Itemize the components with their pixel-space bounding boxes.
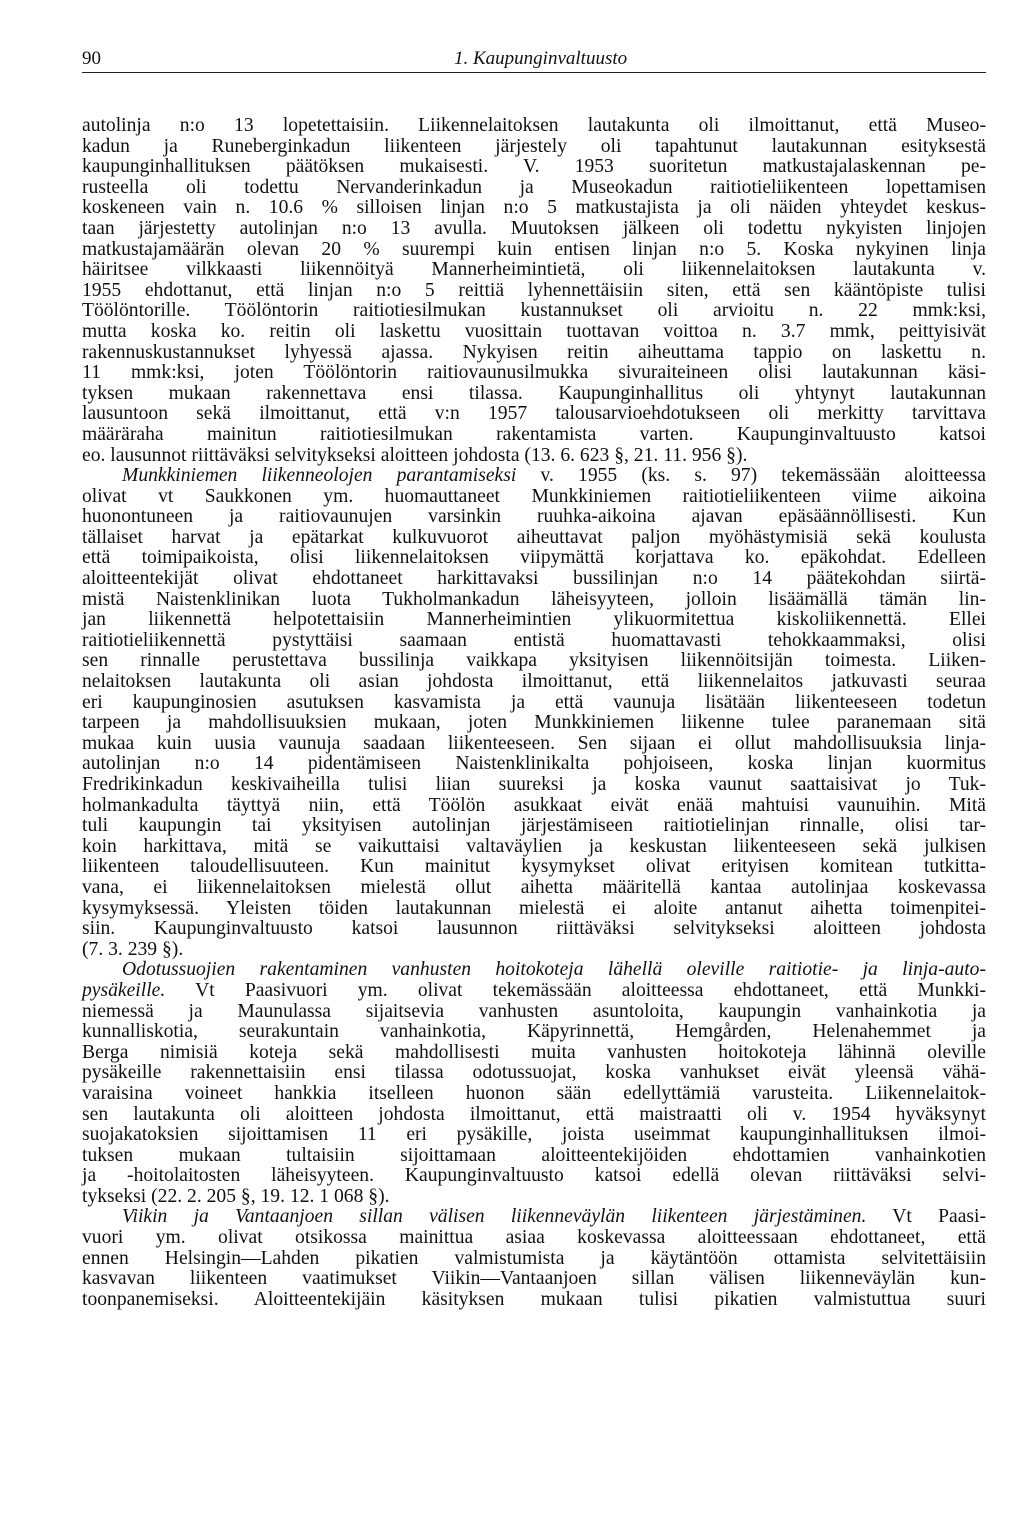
text-line [82,240,986,261]
line-text: ennen Helsingin—Lahden pikatien valmistumista ja käytäntöön ottamista selvitettäisiin [82,1247,986,1269]
text-line [82,507,986,528]
text-line [82,1207,986,1228]
page-header [82,44,986,73]
text-line [82,384,986,405]
line-text: Vt Paasi- [866,1206,986,1228]
line-text: tarpeen ja mahdollisuuksien mukaan, joten Munkkiniemen liikenne tulee paranemaan sitä [82,712,986,734]
line-text: nelaitoksen lautakunta oli asian johdosta ilmoittanut, että liikennelaitos jatkuvasti seuraa [82,671,986,693]
line-text: holmankadulta täyttyä niin, että Töölön asukkaat eivät enää mahtuisi vaunuihin. Mitä [82,794,986,816]
text-line [82,1063,986,1084]
line-text: kadun ja Runeberginkadun liikenteen järjestely oli tapahtunut lautakunnan esityksestä [82,135,986,157]
text-line [82,1249,986,1270]
line-text: että toimipaikoista, olisi liikennelaitoksen viipymättä korjattava ko. epäkohdat. Edelleen [82,547,986,569]
line-text: autolinja n:o 13 lopetettaisiin. Liikennelaitoksen lautakunta oli ilmoittanut, että Museo- [82,115,986,136]
line-text: tyksen mukaan rakennettava ensi tilassa. Kaupunginhallitus oli yhtynyt lautakunnan [82,382,986,404]
text-line [82,1269,986,1290]
line-text: suojakatoksien sijoittamisen 11 eri pysäkille, joista useimmat kaupunginhallituksen ilmoi- [82,1124,986,1146]
text-line [82,1105,986,1126]
line-text: määräraha mainitun raitiotiesilmukan rakentamista varten. Kaupunginvaltuusto katsoi [82,423,986,445]
line-text: mukaa kuin uusia vaunuja saadaan liikenteeseen. Sen sijaan ei ollut mahdollisuuksia linja- [82,732,986,754]
line-text: kaupunginhallituksen päätöksen mukaisesti. V. 1953 suoritetun matkustajalaskennan pe- [82,156,986,178]
line-text: huonontuneen ja raitiovaunujen varsinkin ruuhka-aikoina ajavan epäsäännöllisesti. Kun [82,506,986,528]
line-text: vana, ei liikennelaitoksen mielestä ollut aihetta määritellä kantaa autolinjaa koskevassa [82,876,986,898]
text-line [82,1084,986,1105]
text-line [82,1002,986,1023]
line-text: eri kaupunginosien asutuksen kasvamista ja että vaunuja lisätään liikenteeseen todetun [82,691,986,713]
text-line [82,343,986,364]
line-text: kunnalliskotia, seurakuntain vanhainkotia, Käpyrinnettä, Hemgården, Helenahemmet ja [82,1021,986,1043]
line-text: taan järjestetty autolinjan n:o 13 avulla. Muutoksen jälkeen oli todettu nykyisten linjojen [82,217,986,239]
text-line [82,487,986,508]
line-text: tykseksi (22. 2. 205 §, 19. 12. 1 068 §). [82,1185,390,1207]
line-text: Vt Paasivuori ym. olivat tekemässään aloitteessa ehdottaneet, että Munkki- [165,979,986,1001]
text-line [82,878,986,899]
text-line [82,857,986,878]
text-line [82,940,986,961]
text-line [82,137,986,158]
line-text: rakennuskustannukset lyhyessä ajassa. Nykyisen reitin aiheuttama tappio on laskettu n. [82,341,986,363]
line-text: v. 1955 (ks. s. 97) tekemässään aloitteessa [516,465,986,487]
text-line [82,322,986,343]
text-line [82,548,986,569]
line-text: mutta koska ko. reitin oli laskettu vuosittain tuottavan voittoa n. 3.7 mmk, peittyisivät [82,320,986,342]
text-line [82,198,986,219]
text-line [82,404,986,425]
line-text: raitiotieliikennettä pystyttäisi saamaan entistä huomattavasti tehokkaammaksi, olisi [82,629,986,651]
line-text: olivat vt Saukkonen ym. huomauttaneet Munkkiniemen raitiotieliikenteen viime aikoina [82,485,986,507]
text-line [82,569,986,590]
text-line [82,713,986,734]
text-line [82,651,986,672]
text-line [82,157,986,178]
line-text: mistä Naistenklinikan luota Tukholmankadun läheisyyteen, jolloin lisäämällä tämän lin- [82,588,986,610]
line-text: niemessä ja Maunulassa sijaitsevia vanhusten asuntoloita, kaupungin vanhainkotia ja [82,1000,986,1022]
section-heading: Odotussuojien rakentaminen vanhusten hoitokoteja lähellä oleville raitiotie- ja linja-auto- [122,959,986,981]
line-text: kysymyksessä. Yleisten töiden lautakunnan mielestä ei aloite antanut aihetta toimenpitei- [82,897,986,919]
text-line [82,899,986,920]
text-line [82,796,986,817]
text-line [82,734,986,755]
line-text: Töölöntorille. Töölöntorin raitiotiesilmukan kustannukset oli arvioitu n. 22 mmk:ksi, [82,300,986,322]
line-text: koin harkittava, mitä se vaikuttaisi valtaväylien ja keskustan liikenteeseen sekä julkisen [82,835,986,857]
text-line [82,960,986,981]
text-line [82,1228,986,1249]
text-line [82,1043,986,1064]
line-text: rusteella oli todettu Nervanderinkadun ja Museokadun raitiotieliikenteen lopettamisen [82,176,986,198]
line-text: varaisina voineet hankkia itselleen huonon sään edellyttämiä varusteita. Liikennelaitok- [82,1082,986,1104]
text-line [82,919,986,940]
line-text: sen rinnalle perustettava bussilinja vaikkapa yksityisen liikennöitsijän toimesta. Liiken- [82,650,986,672]
text-line [82,981,986,1002]
text-line [82,590,986,611]
line-text: autolinjan n:o 14 pidentämiseen Naistenklinikalta pohjoiseen, koska linjan kuormitus [82,753,986,775]
text-line [82,816,986,837]
text-line [82,631,986,652]
line-text: eo. lausunnot riittäväksi selvitykseksi aloitteen johdosta (13. 6. 623 §, 21. 11. 956 §). [82,444,748,466]
text-line [82,446,986,467]
section-heading: pysäkeille. [82,979,166,1001]
line-text: tällaiset harvat ja epätarkat kulkuvuorot aiheuttavat paljon myöhästymisiä sekä koulusta [82,526,986,548]
section-heading: Munkkiniemen liikenneolojen parantamiseksi [122,465,517,487]
line-text: sen lautakunta oli aloitteen johdosta ilmoittanut, että maistraatti oli v. 1954 hyväksynyt [82,1103,986,1125]
text-line [82,281,986,302]
line-text: (7. 3. 239 §). [82,938,184,960]
body-text [82,116,986,1310]
line-text: ja -hoitolaitosten läheisyyteen. Kaupunginvaltuusto katsoi edellä olevan riittäväksi selvi- [82,1165,986,1187]
line-text: lausuntoon sekä ilmoittanut, että v:n 1957 talousarvioehdotukseen oli merkitty tarvittava [82,403,986,425]
line-text: vuori ym. olivat otsikossa mainittua asiaa koskevassa aloitteessaan ehdottaneet, että [82,1227,986,1249]
line-text: 1955 ehdottanut, että linjan n:o 5 reittiä lyhennettäisiin siten, että sen kääntöpiste tulisi [82,279,986,301]
text-line [82,466,986,487]
text-line [82,775,986,796]
text-line [82,1290,986,1311]
text-line [82,425,986,446]
line-text: 11 mmk:ksi, joten Töölöntorin raitiovaunusilmukka sivuraiteineen olisi lautakunnan käsi- [82,362,986,384]
text-line [82,1125,986,1146]
line-text: Berga nimisiä koteja sekä mahdollisesti muita vanhusten hoitokoteja lähinnä oleville [82,1041,986,1063]
text-line [82,1022,986,1043]
text-line [82,672,986,693]
line-text: jan liikennettä helpotettaisiin Mannerheimintien ylikuormitettua kiskoliikennettä. Ellei [82,609,986,631]
text-line [82,610,986,631]
line-text: matkustajamäärän olevan 20 % suurempi kuin entisen linjan n:o 5. Koska nykyinen linja [82,238,986,260]
line-text: liikenteen taloudellisuuteen. Kun mainitut kysymykset olivat erityisen komitean tutkitta- [82,856,986,878]
page-number: 90 [82,48,101,69]
text-line [82,837,986,858]
text-line [82,528,986,549]
line-text: koskeneen vain n. 10.6 % silloisen linjan n:o 5 matkustajista ja oli näiden yhteydet keskus- [82,197,986,219]
line-text: aloitteentekijät olivat ehdottaneet harkittavaksi bussilinjan n:o 14 päätekohdan siirtä- [82,568,986,590]
line-text: häiritsee vilkkaasti liikennöityä Mannerheimintietä, oli liikennelaitoksen lautakunta v. [82,259,986,281]
section-heading: Viikin ja Vantaanjoen sillan välisen liikenneväylän liikenteen järjestäminen. [122,1206,867,1228]
text-line [82,301,986,322]
text-line [82,1187,986,1208]
text-line [82,1146,986,1167]
text-line [82,219,986,240]
running-title: 1. Kaupunginvaltuusto [454,48,628,69]
line-text: pysäkeille rakennettaisiin ensi tilassa odotussuojat, koska vanhukset eivät yleensä vähä- [82,1062,986,1084]
text-line [82,178,986,199]
text-line [82,260,986,281]
text-line [82,754,986,775]
line-text: siin. Kaupunginvaltuusto katsoi lausunnon riittäväksi selvitykseksi aloitteen johdosta [82,918,986,940]
line-text: kasvavan liikenteen vaatimukset Viikin—Vantaanjoen sillan välisen liikenneväylän kun- [82,1268,986,1290]
text-line [82,363,986,384]
line-text: toonpanemiseksi. Aloitteentekijäin käsityksen mukaan tulisi pikatien valmistuttua suuri [82,1288,986,1310]
line-text: tuli kaupungin tai yksityisen autolinjan järjestämiseen raitiotielinjan rinnalle, olisi tar- [82,815,986,837]
line-text: tuksen mukaan tultaisiin sijoittamaan aloitteentekijöiden ehdottamien vanhainkotien [82,1144,986,1166]
text-line [82,116,986,137]
line-text: Fredrikinkadun keskivaiheilla tulisi liian suureksi ja koska vaunut saattaisivat jo Tuk- [82,774,986,795]
document-page [82,44,986,1310]
text-line [82,693,986,714]
text-line [82,1166,986,1187]
